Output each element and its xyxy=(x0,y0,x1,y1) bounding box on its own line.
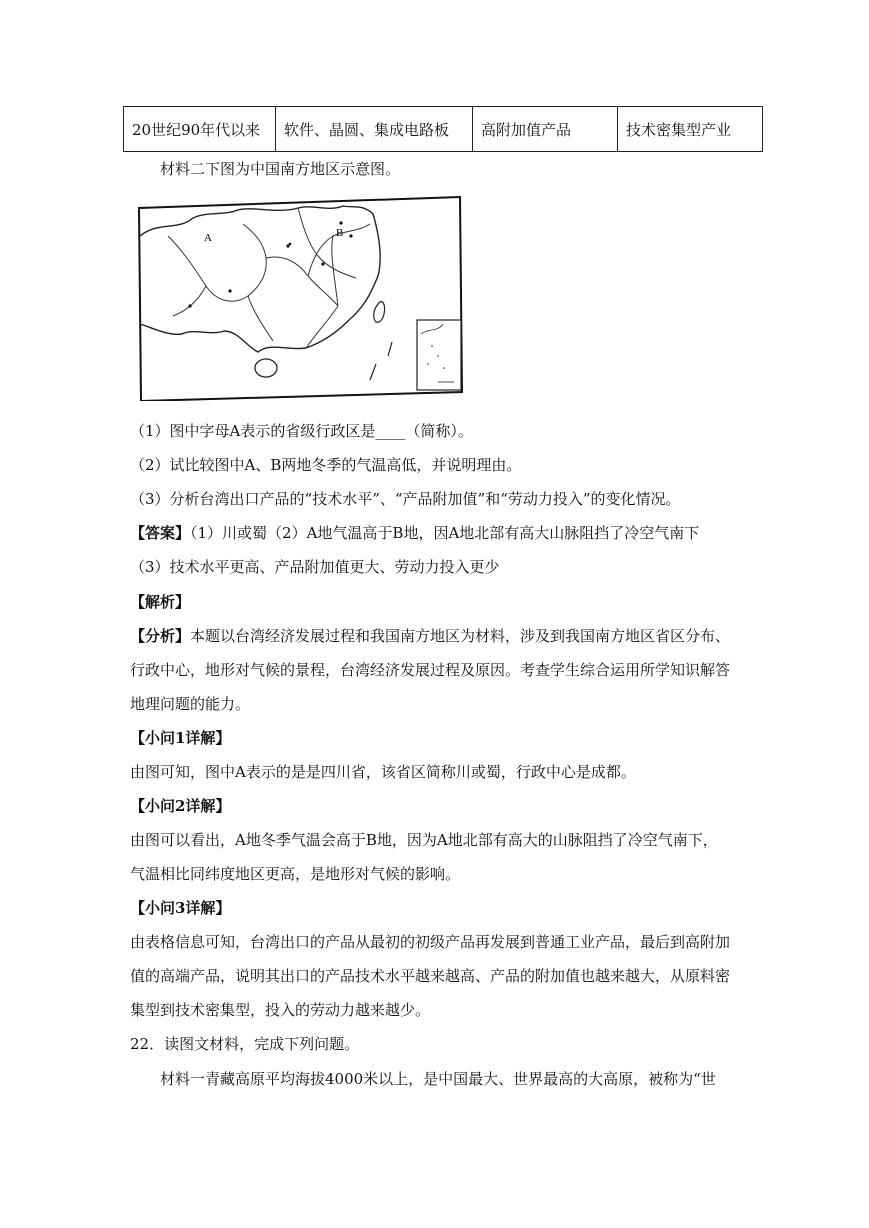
analysis-line-2: 行政中心，地形对气候的景程，台湾经济发展过程及原因。考查学生综合运用所学知识解答 xyxy=(130,661,731,679)
detail-3-line-2: 值的高端产品，说明其出口的产品技术水平越来越高、产品的附加值也越来越大，从原料密 xyxy=(130,967,731,985)
analysis-label: 【分析】 xyxy=(130,627,191,645)
detail-1-heading: 【小问1详解】 xyxy=(130,729,231,747)
detail-2-heading: 【小问2详解】 xyxy=(130,797,231,815)
question-22-material-1: 材料一青藏高原平均海拔4000米以上，是中国最大、世界最高的大高原，被称为“世 xyxy=(160,1070,716,1088)
table-row xyxy=(124,107,763,152)
south-china-map xyxy=(138,196,463,401)
detail-1-line-1: 由图可知，图中A表示的是是四川省，该省区简称川或蜀，行政中心是成都。 xyxy=(130,763,636,781)
answer-line-2: （3）技术水平更高、产品附加值更大、劳动力投入更少 xyxy=(130,558,500,576)
detail-3-line-1: 由表格信息可知，台湾出口的产品从最初的初级产品再发展到普通工业产品，最后到高附加 xyxy=(130,933,731,951)
detail-3-heading: 【小问3详解】 xyxy=(130,899,231,917)
analysis-text-1: 本题以台湾经济发展过程和我国南方地区为材料，涉及到我国南方地区省区分布、 xyxy=(190,627,731,645)
answer-line-1 xyxy=(130,522,699,544)
map-label-a: A xyxy=(204,232,212,244)
map-label-b: B xyxy=(336,227,344,239)
industry-table xyxy=(123,106,763,152)
material2-caption: 材料二下图为中国南方地区示意图。 xyxy=(160,160,401,178)
question-22-title: 22．读图文材料，完成下列问题。 xyxy=(130,1035,360,1053)
analysis-line-1 xyxy=(130,625,730,647)
table-cell-industry-type: 技术密集型产业 xyxy=(618,107,763,152)
answer-label: 【答案】 xyxy=(130,524,191,542)
detail-2-line-1: 由图可以看出，A地冬季气温会高于B地，因为A地北部有高大的山脉阻挡了冷空气南下， xyxy=(130,831,718,849)
table-cell-products: 软件、晶圆、集成电路板 xyxy=(276,107,473,152)
question-3: （3）分析台湾出口产品的“技术水平”、“产品附加值”和“劳动力投入”的变化情况。 xyxy=(130,490,681,508)
question-2: （2）试比较图中A、B两地冬季的气温高低，并说明理由。 xyxy=(130,456,522,474)
table-cell-product-type: 高附加值产品 xyxy=(473,107,618,152)
answer-text-1: （1）川或蜀（2）A地气温高于B地，因A地北部有高大山脉阻挡了冷空气南下 xyxy=(190,524,700,542)
detail-2-line-2: 气温相比同纬度地区更高，是地形对气候的影响。 xyxy=(130,865,461,883)
analysis-heading: 【解析】 xyxy=(130,593,191,611)
table-cell-period: 20世纪90年代以来 xyxy=(124,107,276,152)
question-1: （1）图中字母A表示的省级行政区是____（简称）。 xyxy=(130,422,473,440)
detail-3-line-3: 集型到技术密集型，投入的劳动力越来越少。 xyxy=(130,1001,431,1019)
analysis-line-3: 地理问题的能力。 xyxy=(130,695,251,713)
